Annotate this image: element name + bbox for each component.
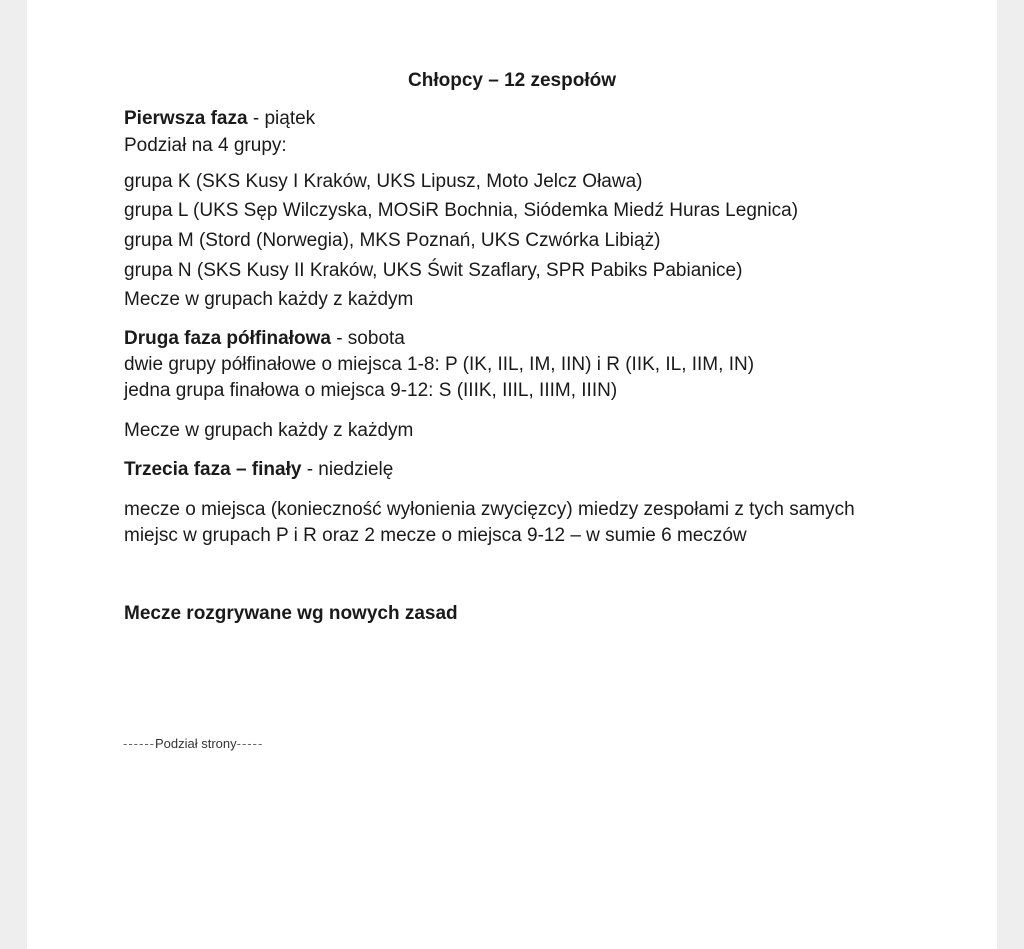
phase2-note: Mecze w grupach każdy z każdym	[124, 420, 414, 441]
group-n: grupa N (SKS Kusy II Kraków, UKS Świt Szaflary, SPR Pabiks Pabianice)	[124, 260, 743, 281]
group-l: grupa L (UKS Sęp Wilczyska, MOSiR Bochnia, Siódemka Miedź Huras Legnica)	[124, 200, 799, 221]
phase2-line1: dwie grupy półfinałowe o miejsca 1-8: P (IK, IIL, IM, IIN) i R (IIK, IL, IIM, IN)	[124, 354, 755, 375]
phase2-heading-line	[124, 327, 405, 351]
phase3-line2: miejsc w grupach P i R oraz 2 mecze o miejsca 9-12 – w sumie 6 meczów	[124, 525, 747, 546]
phase3-heading-line	[124, 458, 393, 482]
phase3-line1: mecze o miejsca (konieczność wyłonienia zwycięzcy) miedzy zespołami z tych samych	[124, 499, 855, 520]
page-break-label: Podział strony	[154, 736, 237, 751]
phase1-day: - piątek	[247, 108, 316, 129]
page-break-dashes-right: -----	[236, 736, 264, 751]
phase1-note: Mecze w grupach każdy z każdym	[124, 289, 414, 310]
group-k: grupa K (SKS Kusy I Kraków, UKS Lipusz, Moto Jelcz Oława)	[124, 171, 643, 192]
group-m: grupa M (Stord (Norwegia), MKS Poznań, UKS Czwórka Libiąż)	[124, 230, 661, 251]
page-break-dashes-left: ------	[123, 736, 155, 751]
phase1-heading-line	[124, 107, 315, 131]
phase2-day: - sobota	[330, 328, 405, 349]
phase1-heading: Pierwsza faza	[124, 108, 248, 129]
phase2-heading: Druga faza półfinałowa	[124, 328, 331, 349]
phase3-heading: Trzecia faza – finały	[124, 459, 302, 480]
phase3-day: - niedzielę	[301, 459, 394, 480]
document-page	[27, 0, 997, 949]
phase2-line2: jedna grupa finałowa o miejsca 9-12: S (IIIK, IIIL, IIIM, IIIN)	[124, 380, 618, 401]
document-title: Chłopcy – 12 zespołów	[408, 70, 616, 91]
page-break-marker	[123, 736, 263, 752]
rules-note: Mecze rozgrywane wg nowych zasad	[124, 603, 458, 624]
phase1-split: Podział na 4 grupy:	[124, 135, 287, 156]
